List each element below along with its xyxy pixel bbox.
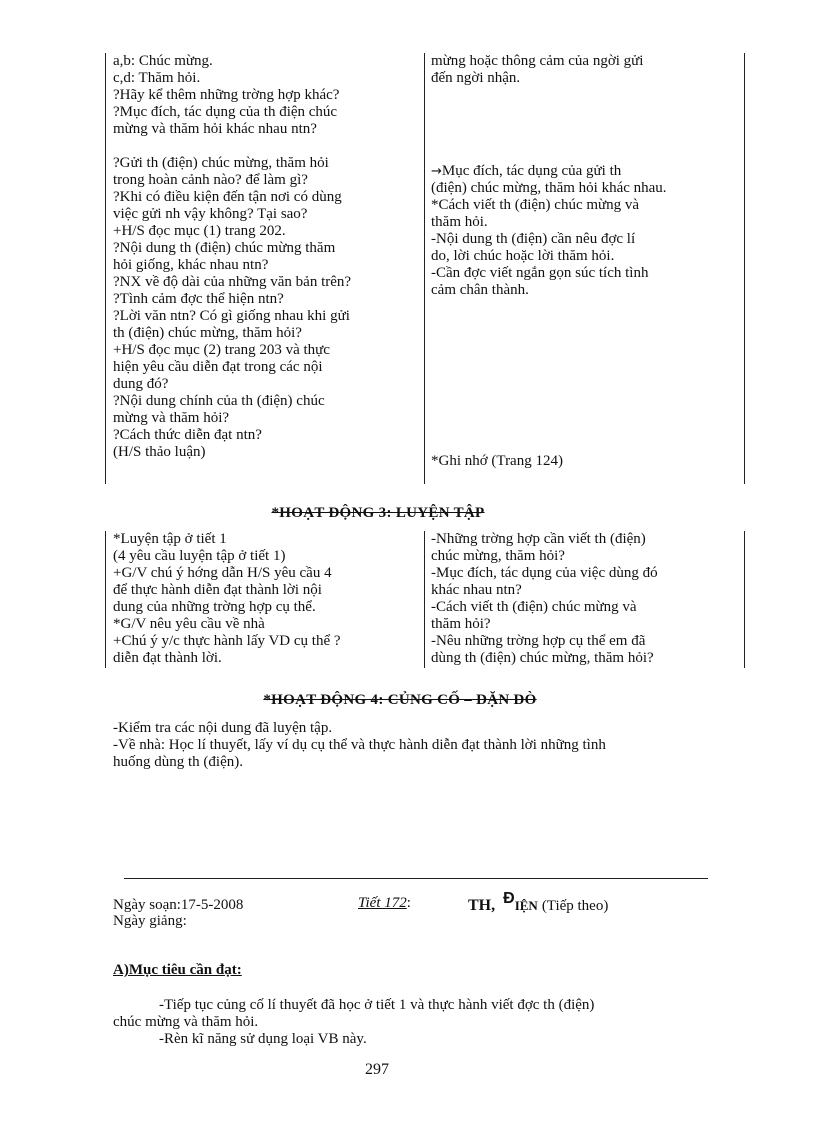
left-line: trong hoàn cảnh nào? để làm gì?	[113, 172, 308, 188]
heading-activity-4: *HOẠT ĐỘNG 4: CỦNG CỐ – DẶN DÒ	[263, 692, 537, 708]
column-divider	[424, 531, 425, 668]
practice-left-line: để thực hành diễn đạt thành lời nội	[113, 582, 322, 598]
practice-right-line: chúc mừng, thăm hỏi?	[431, 548, 565, 564]
practice-right-line: khác nhau ntn?	[431, 582, 522, 598]
title-th: TH,	[468, 897, 496, 914]
homework-paragraph	[113, 720, 763, 771]
teacher-activity-column	[113, 53, 419, 484]
right-line: -Cần đợc viết ngắn gọn súc tích tình	[431, 265, 649, 281]
right-line: đến ngời nhận.	[431, 70, 521, 86]
practice-left-line: +Chú ý y/c thực hành lấy VD cụ thể ?	[113, 633, 341, 649]
lesson-title	[468, 890, 609, 915]
section-separator	[124, 878, 708, 879]
left-line: +H/S đọc mục (1) trang 202.	[113, 223, 286, 239]
left-line	[113, 138, 419, 155]
ghi-nho-note: *Ghi nhớ (Trang 124)	[431, 453, 563, 469]
left-line: ?Mục đích, tác dụng của th điện chúc	[113, 104, 338, 120]
left-line: th (điện) chúc mừng, thăm hỏi?	[113, 325, 302, 341]
practice-right-line: dùng th (điện) chúc mừng, thăm hỏi?	[431, 650, 654, 666]
para-line: -Về nhà: Học lí thuyết, lấy ví dụ cụ thể và thực hành diễn đạt thành lời những tình	[113, 737, 606, 753]
left-line: ?Gửi th (điện) chúc mừng, thăm hỏi	[113, 155, 329, 171]
left-line: c,d: Thăm hỏi.	[113, 70, 201, 86]
right-line: *Cách viết th (điện) chúc mừng và	[431, 197, 640, 213]
practice-left-line: +G/V chú ý hớng dẫn H/S yêu cầu 4	[113, 565, 332, 581]
right-line: do, lời chúc hoặc lời thăm hỏi.	[431, 248, 615, 264]
title-dien-rest: IỆN	[514, 898, 538, 913]
left-line: ?Hãy kể thêm những trờng hợp khác?	[113, 87, 340, 103]
column-divider	[424, 53, 425, 484]
practice-left-line: *G/V nêu yêu cầu về nhà	[113, 616, 265, 632]
practice-left-line: *Luyện tập ở tiết 1	[113, 531, 227, 547]
right-arrow-icon: →	[431, 164, 442, 179]
left-line: ?Tình cảm đợc thể hiện ntn?	[113, 291, 284, 307]
practice-left-line: diễn đạt thành lời.	[113, 650, 222, 666]
left-line: ?Nội dung th (điện) chúc mừng thăm	[113, 240, 336, 256]
left-line: hiện yêu cầu diễn đạt trong các nội	[113, 359, 323, 375]
practice-right-line: thăm hỏi?	[431, 616, 491, 632]
left-line: +H/S đọc mục (2) trang 203 và thực	[113, 342, 330, 358]
date-taught: Ngày giảng:	[113, 913, 187, 929]
date-prepared: Ngày soạn:17-5-2008	[113, 897, 244, 913]
objective-line: chúc mừng và thăm hỏi.	[113, 1014, 259, 1030]
left-line: dung đó?	[113, 376, 169, 392]
left-line: việc gửi nh vậy không? Tại sao?	[113, 206, 308, 222]
practice-right-column	[431, 531, 736, 668]
right-line	[431, 163, 736, 180]
left-line: mừng và thăm hỏi?	[113, 410, 230, 426]
practice-right-line: -Mục đích, tác dụng của việc dùng đó	[431, 565, 658, 581]
left-line: mừng và thăm hỏi khác nhau ntn?	[113, 121, 317, 137]
right-line: -Nội dung th (điện) cần nêu đợc lí	[431, 231, 636, 247]
left-line: ?Cách thức diễn đạt ntn?	[113, 427, 262, 443]
objectives-title: A)Mục tiêu cần đạt:	[113, 962, 242, 978]
left-line: (H/S thảo luận)	[113, 444, 206, 460]
left-line: a,b: Chúc mừng.	[113, 53, 213, 69]
para-line: huống dùng th (điện).	[113, 754, 243, 770]
objective-line: -Tiếp tục củng cố lí thuyết đã học ở tiết 1 và thực hành viết đợc th (điện)	[159, 997, 595, 1013]
title-dien-initial: Đ	[503, 890, 515, 907]
right-line: cảm chân thành.	[431, 282, 529, 298]
practice-right-line: -Cách viết th (điện) chúc mừng và	[431, 599, 637, 615]
practice-left-column	[113, 531, 419, 668]
page-number: 297	[365, 1061, 389, 1078]
left-line: ?Nội dung chính của th (điện) chúc	[113, 393, 325, 409]
practice-left-line: (4 yêu cầu luyện tập ở tiết 1)	[113, 548, 286, 564]
lesson-number	[358, 895, 411, 912]
right-line: Mục đích, tác dụng của gửi th	[441, 163, 622, 179]
lesson-tiet-colon: :	[406, 895, 411, 911]
lesson-tiet: Tiết 172	[358, 895, 407, 911]
objectives-paragraph	[113, 997, 763, 1048]
left-line: ?NX về độ dài của những văn bản trên?	[113, 274, 352, 290]
right-line: thăm hỏi.	[431, 214, 488, 230]
para-line: -Kiểm tra các nội dung đã luyện tập.	[113, 720, 333, 736]
objective-line: -Rèn kĩ năng sử dụng loại VB này.	[159, 1031, 367, 1047]
content-column	[431, 53, 736, 484]
left-line: ?Lời văn ntn? Có gì giống nhau khi gửi	[113, 308, 350, 324]
practice-left-line: dung của những trờng hợp cụ thể.	[113, 599, 316, 615]
left-line: ?Khi có điều kiện đến tận nơi có dùng	[113, 189, 342, 205]
right-line: mừng hoặc thông cảm của ngời gửi	[431, 53, 644, 69]
practice-right-line: -Những trờng hợp cần viết th (điện)	[431, 531, 646, 547]
left-line: hỏi giống, khác nhau ntn?	[113, 257, 269, 273]
right-line: (điện) chúc mừng, thăm hỏi khác nhau.	[431, 180, 667, 196]
lesson-table-2	[105, 531, 745, 668]
lesson-table-1	[105, 53, 745, 484]
practice-right-line: -Nêu những trờng hợp cụ thể em đã	[431, 633, 646, 649]
title-subtitle: (Tiếp theo)	[541, 898, 609, 914]
heading-activity-3: *HOẠT ĐỘNG 3: LUYỆN TẬP	[271, 505, 485, 521]
